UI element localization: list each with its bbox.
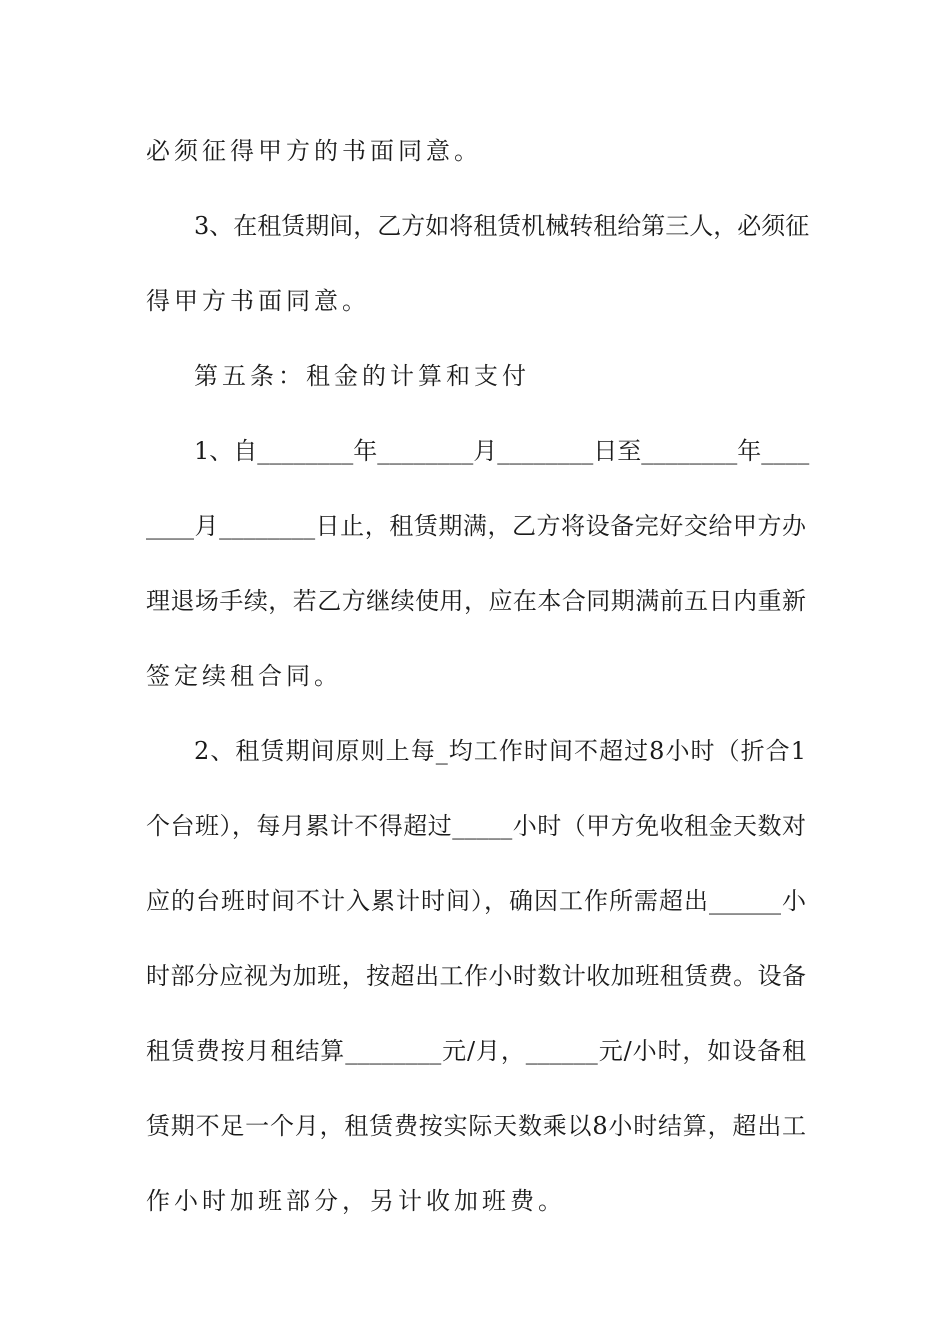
- text-line: 个台班），每月累计不得超过_____小时（甲方免收租金天数对: [146, 812, 806, 840]
- text-line: 赁期不足一个月，租赁费按实际天数乘以8小时结算，超出工: [146, 1112, 806, 1140]
- text-line: 得甲方书面同意。: [146, 287, 370, 315]
- text-line: 理退场手续，若乙方继续使用，应在本合同期满前五日内重新: [146, 587, 806, 615]
- text-line: 必须征得甲方的书面同意。: [146, 137, 482, 165]
- text-line: 应的台班时间不计入累计时间），确因工作所需超出______小: [146, 887, 806, 915]
- section-heading: 第五条：租金的计算和支付: [194, 362, 530, 390]
- text-line: 2、租赁期间原则上每_均工作时间不超过8小时（折合1: [194, 737, 806, 765]
- text-line: ____月________日止，租赁期满，乙方将设备完好交给甲方办: [146, 512, 806, 540]
- text-line: 1、自________年________月________日至________年____: [194, 437, 810, 465]
- text-line: 3、在租赁期间，乙方如将租赁机械转租给第三人，必须征: [194, 212, 810, 240]
- text-line: 时部分应视为加班，按超出工作小时数计收加班租赁费。设备: [146, 962, 806, 990]
- text-line: 租赁费按月租结算________元/月，______元/小时，如设备租: [146, 1037, 806, 1065]
- text-line: 作小时加班部分，另计收加班费。: [146, 1187, 566, 1215]
- text-line: 签定续租合同。: [146, 662, 342, 690]
